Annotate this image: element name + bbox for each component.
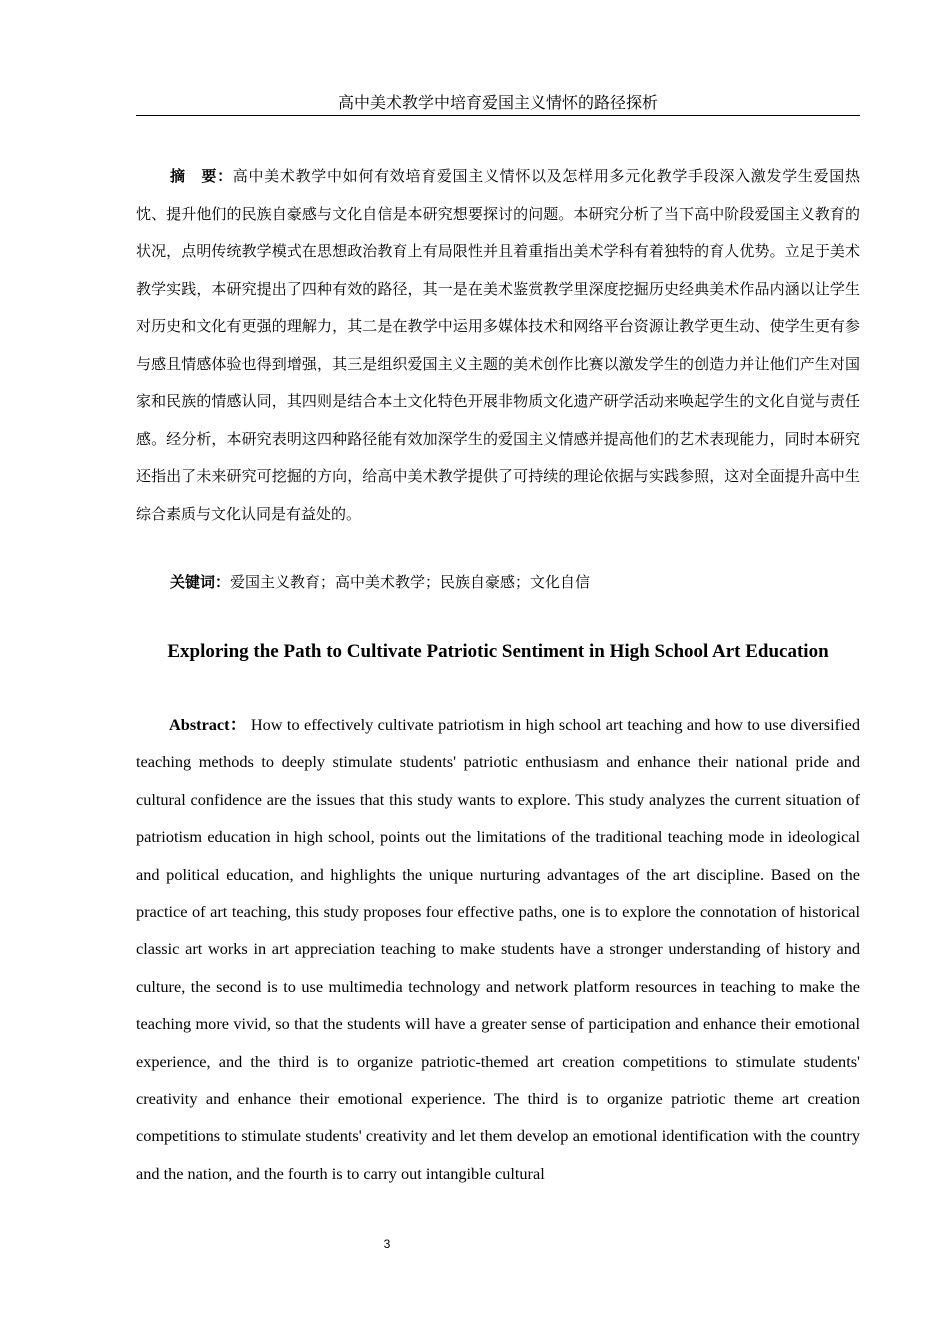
chinese-keywords [170,567,860,597]
chinese-abstract-label: 摘 要： [170,167,233,185]
english-title: Exploring the Path to Cultivate Patriotic Sentiment in High School Art Education [167,641,829,662]
chinese-keywords-label: 关键词： [170,573,231,591]
chinese-abstract-text: 高中美术教学中如何有效培育爱国主义情怀以及怎样用多元化教学手段深入激发学生爱国热忱、提升他们的民族自豪感与文化自信是本研究想要探讨的问题。本研究分析了当下高中阶段爱国主义教育的状况，点明传统教学模式在思想政治教育上有局限性并且着重指出美术学科有着独特的育人优势。立足于美术教学实践，本研究提出了四种有效的路径，其一是在美术鉴赏教学里深度挖掘历史经典美术作品内涵以让学生对历史和文化有更强的理解力，其二是在教学中运用多媒体技术和网络平台资源让教学更生动、使学生更有参与感且情感体验也得到增强，其三是组织爱国主义主题的美术创作比赛以激发学生的创造力并让他们产生对国家和民族的情感认同，其四则是结合本土文化特色开展非物质文化遗产研学活动来唤起学生的文化自觉与责任感。经分析，本研究表明这四种路径能有效加深学生的爱国主义情感并提高他们的艺术表现能力，同时本研究还指出了未来研究可挖掘的方向，给高中美术教学提供了可持续的理论依据与实践参照，这对全面提升高中生综合素质与文化认同是有益处的。 [136,167,860,523]
chinese-keywords-text: 爱国主义教育；高中美术教学；民族自豪感；文化自信 [230,573,591,591]
english-abstract-label: Abstract： [169,715,247,734]
english-abstract-text: How to effectively cultivate patriotism in high school art teaching and how to use diversified teaching methods to deeply stimulate students' patriotic enthusiasm and enhance their national pride and cultural confidence are the issues that this study wants to explore. This study analyzes the current situation of patriotism education in high school, points out the limitations of the traditional teaching mode in ideological and political education, and highlights the unique nurturing advantages of the art discipline. Based on the practice of art teaching, this study proposes four effective paths, one is to explore the connotation of historical classic art works in art appreciation teaching to make students have a stronger understanding of history and culture, the second is to use multimedia technology and network platform resources in teaching to make the teaching more vivid, so that the students will have a greater sense of participation and enhance their emotional experience, and the third is to organize patriotic-themed art creation competitions to stimulate students' creativity and enhance their emotional experience. The third is to organize patriotic theme art creation competitions to stimulate students' creativity and let them develop an emotional identification with the country and the nation, and the fourth is to carry out intangible cultural [136,715,860,1183]
english-abstract [136,706,860,1192]
running-header: 高中美术教学中培育爱国主义情怀的路径探析 [136,92,860,116]
page-number: 3 [383,1237,391,1251]
chinese-abstract [136,158,860,533]
